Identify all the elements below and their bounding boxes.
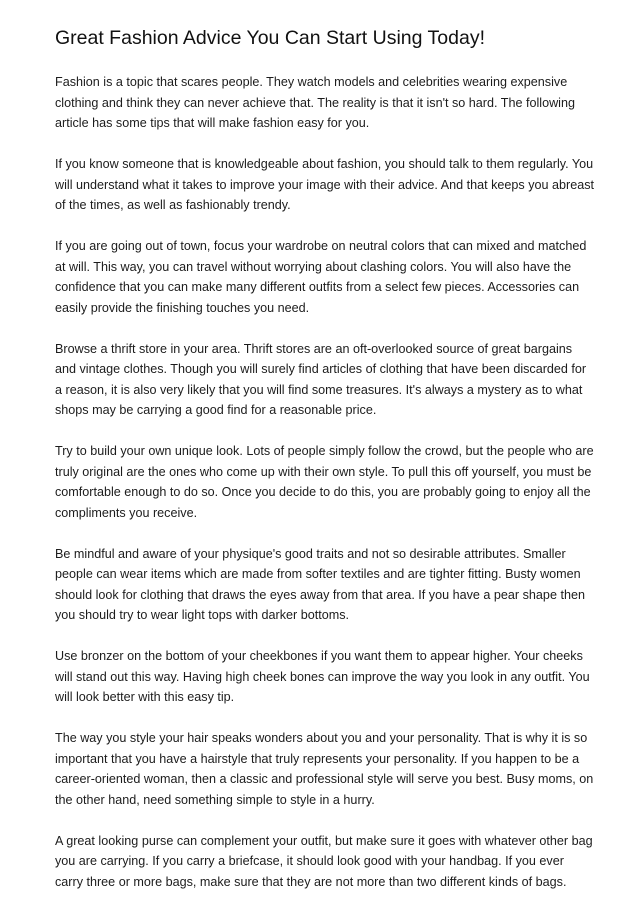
paragraph-unique-look: Try to build your own unique look. Lots of people simply follow the crowd, but the people who are truly original are the ones who come up with their own style. To pull this off yourself, you must be comfortable enough to do so. Once you decide to do this, you are probably going to enjoy all the compliments you receive.: [55, 444, 594, 520]
document-title: Great Fashion Advice You Can Start Using Today!: [55, 27, 485, 49]
paragraph-hairstyle: The way you style your hair speaks wonders about you and your personality. That is why it is so important that you have a hairstyle that truly represents your personality. If you happen to be a career-oriented woman, then a classic and professional style will serve you best. Busy moms, on the other hand, need something simple to style in a hurry.: [55, 731, 594, 807]
document-page: [55, 26, 595, 913]
paragraph-intro: Fashion is a topic that scares people. They watch models and celebrities wearing expensive clothing and think they can never achieve that. The reality is that it isn't so hard. The following article has some tips that will make fashion easy for you.: [55, 75, 575, 130]
paragraph-bronzer: Use bronzer on the bottom of your cheekbones if you want them to appear higher. Your cheeks will stand out this way. Having high cheek bones can improve the way you look in any outfit. You will look better with this easy tip.: [55, 649, 590, 704]
paragraph-thrift-store: Browse a thrift store in your area. Thrift stores are an oft-overlooked source of great bargains and vintage clothes. Though you will surely find articles of clothing that have been discarded for a reason, it is also very likely that you will find some treasures. It's always a mystery as to what shops may be carrying a good find for a reasonable price.: [55, 341, 587, 417]
paragraph-knowledgeable-friend: If you know someone that is knowledgeable about fashion, you should talk to them regularly. You will understand what it takes to improve your image with their advice. And that keeps you abreast of the times, as well as fashionably trendy.: [55, 157, 595, 212]
paragraph-purse: A great looking purse can complement your outfit, but make sure it goes with whatever other bag you are carrying. If you carry a briefcase, it should look good with your handbag. If you ever carry three or more bags, make sure that they are not more than two different kinds of bags.: [55, 833, 593, 889]
paragraph-travel-wardrobe: If you are going out of town, focus your wardrobe on neutral colors that can mixed and matched at will. This way, you can travel without worrying about clashing colors. You will also have the confidence that you can make many different outfits from a select few pieces. Accessories can easily provide the finishing touches you need.: [55, 239, 587, 315]
paragraph-physique: Be mindful and aware of your physique's good traits and not so desirable attributes. Smaller people can wear items which are made from softer textiles and are tighter fitting. Busty women should look for clothing that draws the eyes away from that area. If you have a pear shape then you should try to wear light tops with darker bottoms.: [55, 546, 585, 622]
